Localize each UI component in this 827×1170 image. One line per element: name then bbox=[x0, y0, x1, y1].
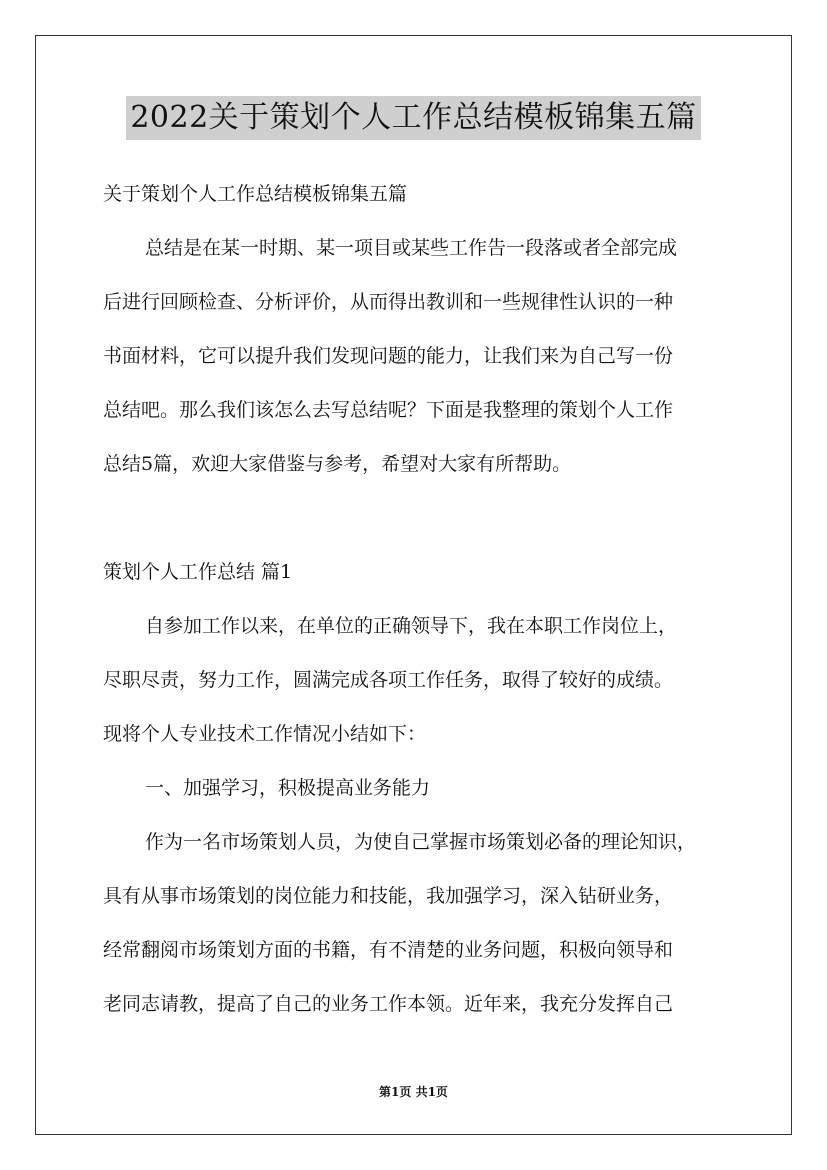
intro-line: 后进行回顾检查、分析评价，从而得出教训和一些规律性认识的一种 bbox=[103, 291, 674, 313]
section-line: 尽职尽责，努力工作，圆满完成各项工作任务，取得了较好的成绩。 bbox=[103, 669, 674, 691]
section-heading: 策划个人工作总结 篇1 bbox=[103, 561, 293, 583]
intro-line: 总结5篇，欢迎大家借鉴与参考，希望对大家有所帮助。 bbox=[103, 453, 572, 475]
intro-line: 总结是在某一时期、某一项目或某些工作告一段落或者全部完成 bbox=[145, 237, 678, 259]
page-footer bbox=[0, 1084, 827, 1100]
intro-line: 书面材料，它可以提升我们发现问题的能力，让我们来为自己写一份 bbox=[103, 345, 674, 367]
section-line: 现将个人专业技术工作情况小结如下： bbox=[103, 723, 427, 745]
intro-line: 总结吧。那么我们该怎么去写总结呢？下面是我整理的策划个人工作 bbox=[103, 399, 674, 421]
section-line: 自参加工作以来，在单位的正确领导下，我在本职工作岗位上， bbox=[145, 615, 678, 637]
body-line: 具有从事市场策划的岗位能力和技能，我加强学习，深入钻研业务， bbox=[103, 885, 674, 907]
page-number: 第1页 共1页 bbox=[379, 1085, 448, 1099]
document-title: 2022关于策划个人工作总结模板锦集五篇 bbox=[126, 96, 700, 140]
body-line: 经常翻阅市场策划方面的书籍，有不清楚的业务问题，积极向领导和 bbox=[103, 939, 674, 961]
body-line: 作为一名市场策划人员，为使自己掌握市场策划必备的理论知识， bbox=[145, 831, 697, 853]
subheading: 一、加强学习，积极提高业务能力 bbox=[145, 777, 431, 799]
body-line: 老同志请教，提高了自己的业务工作本领。近年来，我充分发挥自己 bbox=[103, 993, 674, 1015]
title-container bbox=[0, 96, 827, 140]
document-subtitle: 关于策划个人工作总结模板锦集五篇 bbox=[103, 183, 408, 205]
